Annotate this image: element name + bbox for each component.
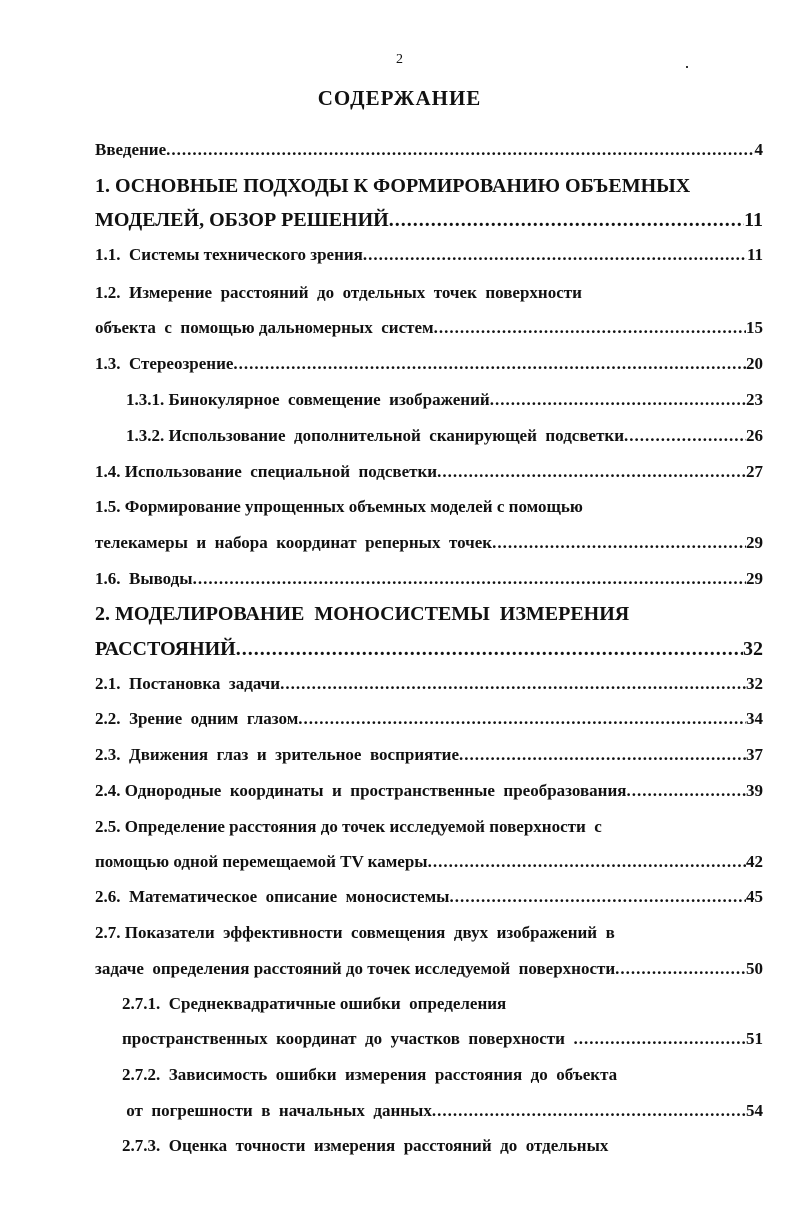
toc-entry-2-1[interactable]: 2.1. Постановка задачи ..... 32: [95, 667, 763, 701]
toc-entry-2-6[interactable]: 2.6. Математическое описание моносистемы ..... 45: [95, 880, 763, 914]
toc-entry-2-7[interactable]: 2.7. Показатели эффективности совмещения двух изображений в: [95, 923, 615, 942]
page-number: 2: [396, 52, 403, 67]
toc-entry-chapter-2[interactable]: 2. МОДЕЛИРОВАНИЕ МОНОСИСТЕМЫ ИЗМЕРЕНИЯ: [95, 603, 630, 625]
toc-entry-2-4[interactable]: 2.4. Однородные координаты и пространственные преобразования ..... 39: [95, 774, 763, 808]
toc-entry-1-4[interactable]: 1.4. Использование специальной подсветки ..... 27: [95, 455, 763, 489]
toc-entry-1-6[interactable]: 1.6. Выводы ..... 29: [95, 562, 763, 596]
toc-entry-1-2[interactable]: 1.2. Измерение расстояний до отдельных точек поверхности: [95, 283, 582, 302]
toc-title: СОДЕРЖАНИЕ: [317, 86, 482, 110]
toc-entry-2-7-1[interactable]: 2.7.1. Среднеквадратичные ошибки определения: [122, 994, 507, 1013]
toc-entry-1-5[interactable]: 1.5. Формирование упрощенных объемных моделей с помощью: [95, 497, 583, 516]
toc-entry-1-3-2[interactable]: 1.3.2. Использование дополнительной сканирующей подсветки ..... 26: [126, 419, 763, 453]
toc-entry-1-3[interactable]: 1.3. Стереозрение ..... 20: [95, 347, 763, 381]
toc-entry-2-7-cont[interactable]: задаче определения расстояний до точек исследуемой поверхности ..... 50: [95, 952, 763, 986]
toc-entry-1-3-1[interactable]: 1.3.1. Бинокулярное совмещение изображений ..... 23: [126, 383, 763, 417]
toc-entry-introduction[interactable]: Введение ..... 4: [95, 133, 763, 167]
scan-speck: [686, 66, 688, 68]
toc-entry-2-7-3[interactable]: 2.7.3. Оценка точности измерения расстояний до отдельных: [122, 1136, 609, 1155]
toc-entry-1-1[interactable]: 1.1. Системы технического зрения ..... 11: [95, 238, 763, 272]
toc-entry-chapter-1[interactable]: 1. ОСНОВНЫЕ ПОДХОДЫ К ФОРМИРОВАНИЮ ОБЪЕМНЫХ: [95, 175, 691, 197]
toc-entry-2-3[interactable]: 2.3. Движения глаз и зрительное восприятие ..... 37: [95, 738, 763, 772]
toc-entry-chapter-2-cont[interactable]: РАССТОЯНИЙ ..... 32: [95, 632, 763, 666]
toc-entry-1-2-cont[interactable]: объекта с помощью дальномерных систем ..... 15: [95, 311, 763, 345]
toc-entry-2-7-2[interactable]: 2.7.2. Зависимость ошибки измерения расстояния до объекта: [122, 1065, 618, 1084]
toc-entry-2-7-2-cont[interactable]: от погрешности в начальных данных ..... 54: [122, 1094, 763, 1128]
toc-entry-2-2[interactable]: 2.2. Зрение одним глазом ..... 34: [95, 702, 763, 736]
toc-entry-1-5-cont[interactable]: телекамеры и набора координат реперных точек ..... 29: [95, 526, 763, 560]
toc-entry-chapter-1-cont[interactable]: МОДЕЛЕЙ, ОБЗОР РЕШЕНИЙ ..... 11: [95, 203, 763, 237]
toc-entry-2-7-1-cont[interactable]: пространственных координат до участков поверхности ..... 51: [122, 1022, 763, 1056]
toc-entry-2-5-cont[interactable]: помощью одной перемещаемой TV камеры ..... 42: [95, 845, 763, 879]
toc-entry-2-5[interactable]: 2.5. Определение расстояния до точек исследуемой поверхности с: [95, 817, 602, 836]
